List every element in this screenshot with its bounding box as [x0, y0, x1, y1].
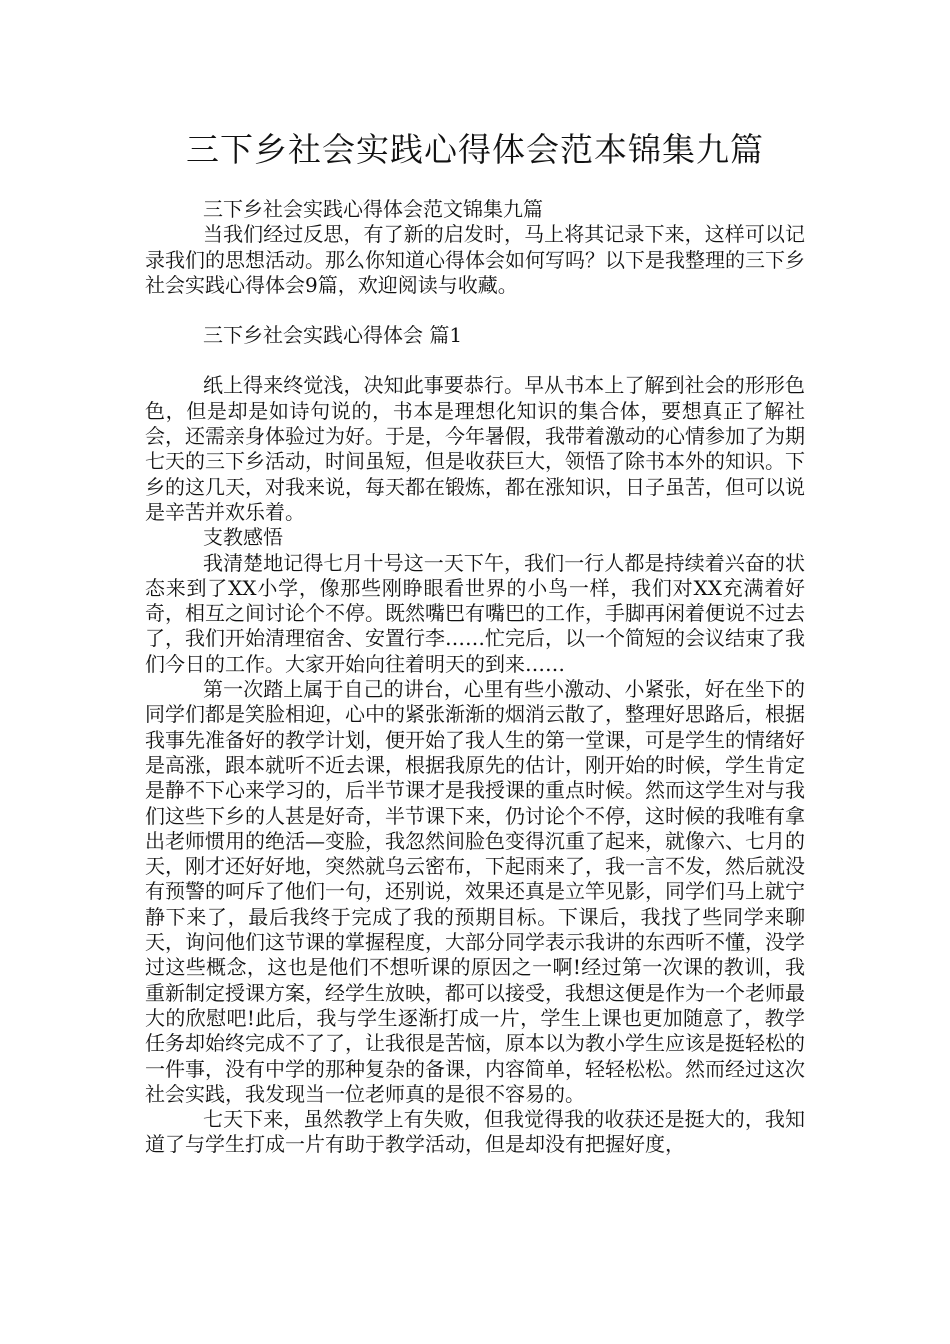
sub-heading: 支教感悟 — [203, 525, 283, 550]
document-body — [145, 197, 805, 1158]
section-heading: 三下乡社会实践心得体会 篇1 — [203, 323, 463, 348]
document-title: 三下乡社会实践心得体会范本锦集九篇 — [186, 130, 764, 169]
subtitle-paragraph: 三下乡社会实践心得体会范文锦集九篇 — [203, 197, 543, 221]
intro-paragraph: 当我们经过反思，有了新的启发时，马上将其记录下来，这样可以记录我们的思想活动。那么你知道心得体会如何写吗？以下是我整理的三下乡社会实践心得体会9篇，欢迎阅读与收藏。 — [145, 222, 805, 297]
body-paragraph: 第一次踏上属于自己的讲台，心里有些小激动、小紧张，好在坐下的同学们都是笑脸相迎，心中的紧张渐渐的烟消云散了，整理好思路后，根据我事先准备好的教学计划，便开始了我人生的第一堂课，可是学生的情绪好是高涨，跟本就听不近去课，根据我原先的估计，刚开始的时候，学生肯定是静不下心来学习的，后半节课才是我授课的重点时候。然而这学生对与我们这些下乡的人甚是好奇，半节课下来，仍讨论个不停，这时候的我唯有拿出老师惯用的绝活—变脸，我忽然间脸色变得沉重了起来，就像六、七月的天，刚才还好好地，突然就乌云密布，下起雨来了，我一言不发，然后就没有预警的呵斥了他们一句，还别说，效果还真是立竿见影，同学们马上就宁静下来了，最后我终于完成了我的预期目标。下课后，我找了些同学来聊天，询问他们这节课的掌握程度，大部分同学表示我讲的东西听不懂，没学过这些概念，这也是他们不想听课的原因之一啊!经过第一次课的教训，我重新制定授课方案，经学生放映，都可以接受，我想这便是作为一个老师最大的欣慰吧!此后，我与学生逐渐打成一片，学生上课也更加随意了，教学任务却始终完成不了了，让我很是苦恼，原本以为教小学生应该是挺轻松的一件事，没有中学的那种复杂的备课，内容简单，轻轻松松。然而经过这次社会实践，我发现当一位老师真的是很不容易的。 — [145, 677, 805, 1106]
body-paragraph: 纸上得来终觉浅，决知此事要恭行。早从书本上了解到社会的形形色色，但是却是如诗句说的，书本是理想化知识的集合体，要想真正了解社会，还需亲身体验过为好。于是，今年暑假，我带着激动的心情参加了为期七天的三下乡活动，时间虽短，但是收获巨大，领悟了除书本外的知识。下乡的这几天，对我来说，每天都在锻炼，都在涨知识，日子虽苦，但可以说是辛苦并欢乐着。 — [145, 373, 805, 524]
body-paragraph: 七天下来，虽然教学上有失败，但我觉得我的收获还是挺大的，我知道了与学生打成一片有助于教学活动，但是却没有把握好度， — [145, 1107, 805, 1157]
body-paragraph: 我清楚地记得七月十号这一天下午，我们一行人都是持续着兴奋的状态来到了XX小学，像那些刚睁眼看世界的小鸟一样，我们对XX充满着好奇，相互之间讨论个不停。既然嘴巴有嘴巴的工作，手脚再闲着便说不过去了，我们开始清理宿舍、安置行李……忙完后，以一个简短的会议结束了我们今日的工作。大家开始向往着明天的到来…… — [145, 550, 805, 676]
